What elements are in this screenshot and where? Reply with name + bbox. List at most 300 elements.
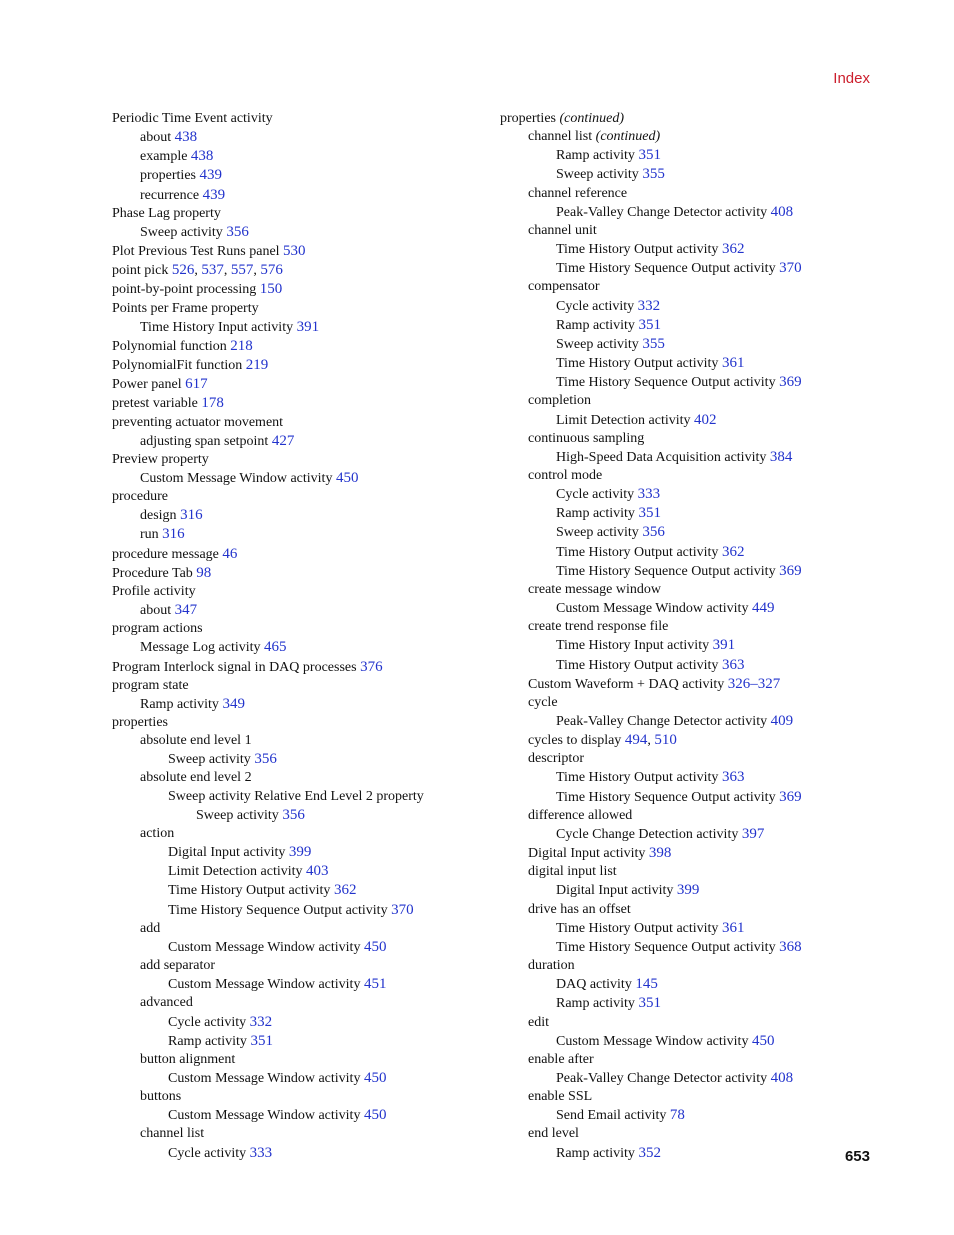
index-entry (500, 618, 900, 636)
index-entry (112, 1144, 512, 1163)
index-entry (500, 222, 900, 240)
index-entry (500, 543, 900, 562)
index-entry (500, 335, 900, 354)
index-entry (112, 677, 512, 695)
index-column-right (500, 110, 900, 1163)
index-term: Custom Message Window activity (168, 1070, 364, 1086)
index-term: DAQ activity (556, 977, 636, 993)
page-reference-link[interactable]: 356 (226, 223, 249, 240)
page-reference-link[interactable]: 438 (174, 129, 198, 146)
index-term: Time History Sequence Output activity (556, 789, 780, 805)
index-term: properties (500, 111, 560, 126)
page-reference-link[interactable]: 351 (250, 1032, 273, 1049)
page-reference-link[interactable]: 391 (296, 318, 320, 335)
index-entry (500, 919, 900, 938)
index-entry (500, 1032, 900, 1051)
index-term: Sweep activity Relative End Level 2 property (168, 788, 424, 804)
index-entry (500, 240, 900, 259)
index-entry (112, 843, 512, 862)
index-term: Peak-Valley Change Detector activity (556, 1070, 771, 1086)
page-reference-link[interactable]: 326–327 (727, 675, 781, 692)
index-entry (112, 506, 512, 525)
page-reference-link[interactable]: 218 (230, 337, 253, 354)
index-term: absolute end level 2 (140, 770, 252, 786)
index-term: example (140, 149, 191, 165)
index-term: Message Log activity (140, 640, 265, 656)
page-reference-link[interactable]: 450 (363, 1107, 387, 1124)
index-entry (112, 938, 512, 957)
index-term: run (140, 527, 163, 543)
page-reference-link[interactable]: 409 (770, 713, 794, 729)
index-term: Sweep activity (556, 167, 643, 183)
page-reference-link[interactable]: 450 (363, 1069, 387, 1086)
index-entry (112, 545, 512, 564)
page-reference-link[interactable]: 316 (180, 507, 203, 524)
index-term: enable SSL (528, 1089, 593, 1105)
page-reference-link[interactable]: 362 (721, 241, 745, 258)
page-reference-link[interactable]: 363 (721, 656, 745, 673)
index-entry (112, 451, 512, 469)
page-reference-link[interactable]: 370 (391, 901, 414, 918)
index-entry (500, 675, 900, 694)
index-term: about (140, 130, 175, 146)
index-entry (500, 430, 900, 448)
section-title: Index (833, 70, 870, 87)
index-entry (112, 128, 512, 147)
page-reference-link[interactable]: 356 (254, 751, 277, 768)
index-entry (500, 297, 900, 316)
page-reference-link[interactable]: 349 (222, 695, 245, 712)
index-entry (500, 373, 900, 392)
index-term: cycle (528, 694, 558, 710)
index-entry (500, 844, 900, 863)
page-reference-link[interactable]: 399 (676, 882, 700, 899)
page-reference-link[interactable]: 408 (770, 203, 794, 220)
index-entry (112, 488, 512, 506)
index-entry (112, 205, 512, 223)
index-entry (112, 881, 512, 900)
index-entry (500, 1106, 900, 1125)
index-term: Sweep activity (556, 336, 643, 352)
index-entry (112, 1069, 512, 1088)
index-term: Ramp activity (556, 148, 639, 164)
page-reference-link[interactable]: 439 (199, 167, 222, 184)
page-reference-link[interactable]: 351 (638, 316, 661, 333)
index-term: Custom Message Window activity (168, 977, 364, 993)
index-term: Cycle activity (168, 1145, 250, 1161)
index-entry (500, 165, 900, 184)
page-reference-link[interactable]: 351 (638, 995, 661, 1012)
index-term: Time History Sequence Output activity (556, 261, 780, 277)
index-term: end level (528, 1126, 579, 1142)
page-reference-link[interactable]: 332 (637, 297, 661, 314)
index-entry (500, 1125, 900, 1143)
index-term: drive has an offset (528, 901, 631, 917)
page-reference-link[interactable]: 333 (249, 1144, 273, 1161)
index-entry (500, 656, 900, 675)
page-reference-link[interactable]: 408 (770, 1069, 794, 1086)
index-entry (500, 485, 900, 504)
index-term: adjusting span setpoint (140, 433, 272, 449)
index-entry (112, 356, 512, 375)
index-term: Sweep activity (168, 752, 255, 768)
index-term: Ramp activity (168, 1033, 251, 1049)
page-reference-link[interactable]: 399 (288, 844, 312, 861)
index-term: Custom Waveform + DAQ activity (528, 676, 728, 692)
page-reference-link[interactable]: 537 (201, 262, 224, 279)
index-entry (112, 147, 512, 166)
page-reference-link[interactable]: 526 (171, 262, 195, 279)
index-term: buttons (140, 1089, 182, 1105)
index-term: button alignment (140, 1051, 236, 1067)
index-term: Custom Message Window activity (140, 470, 336, 486)
page-reference-link[interactable]: 150 (259, 281, 283, 298)
index-entry (500, 1069, 900, 1088)
index-entry (112, 280, 512, 299)
index-entry (112, 957, 512, 975)
index-entry (112, 825, 512, 843)
page-reference-link[interactable]: 46 (222, 545, 238, 562)
index-term: Sweep activity (556, 525, 643, 541)
index-entry (500, 901, 900, 919)
index-term: channel list (528, 129, 596, 145)
page-reference-link[interactable]: 402 (694, 411, 717, 428)
index-entry (500, 203, 900, 222)
index-term: add separator (140, 958, 216, 974)
index-term: recurrence (140, 187, 203, 203)
index-entry: cycles to display 494, 510 (528, 732, 677, 749)
index-entry (500, 354, 900, 373)
page-reference-link[interactable]: 368 (779, 938, 802, 955)
index-entry (112, 1106, 512, 1125)
page-reference-link[interactable]: 363 (721, 769, 745, 786)
index-entry (112, 1013, 512, 1032)
index-entry (112, 695, 512, 714)
index-term: design (140, 508, 181, 524)
index-term: preventing actuator movement (112, 414, 284, 430)
page-reference-link[interactable]: 355 (642, 166, 665, 183)
index-entry (500, 636, 900, 655)
index-entry (500, 185, 900, 203)
index-entry (112, 1125, 512, 1143)
page-reference-link[interactable]: 356 (282, 806, 305, 823)
page-reference-link[interactable]: 333 (637, 486, 661, 503)
index-entry (112, 337, 512, 356)
index-term: Custom Message Window activity (168, 939, 364, 955)
index-entry (112, 414, 512, 432)
index-entry (500, 146, 900, 165)
index-term: Ramp activity (556, 506, 639, 522)
index-term: program actions (112, 621, 203, 637)
page-number: 653 (844, 1148, 870, 1165)
index-term: Ramp activity (556, 1145, 639, 1161)
index-entry (500, 1051, 900, 1069)
index-entry (112, 732, 512, 750)
page-reference-link[interactable]: 451 (363, 976, 387, 993)
index-entry (500, 110, 900, 128)
index-entry (112, 564, 512, 583)
page-reference-link[interactable]: 530 (283, 243, 306, 260)
page-reference-link[interactable]: 369 (779, 788, 802, 805)
index-term: channel unit (528, 222, 597, 238)
page-reference-link[interactable]: 352 (638, 1144, 661, 1161)
page-reference-link[interactable]: 355 (642, 335, 665, 352)
index-term: enable after (528, 1051, 594, 1067)
index-term: Digital Input activity (168, 845, 289, 861)
index-term: Time History Output activity (556, 356, 722, 372)
index-term: Plot Previous Test Runs panel (112, 244, 284, 260)
index-term: Custom Message Window activity (556, 1033, 752, 1049)
page-reference-link[interactable]: 465 (264, 639, 287, 656)
index-term: Time History Output activity (556, 544, 722, 560)
index-column-left (112, 110, 512, 1163)
page-reference-link[interactable]: 449 (751, 600, 775, 617)
page-reference-link[interactable]: 450 (751, 1032, 775, 1049)
index-term: Digital Input activity (528, 846, 649, 862)
index-entry (112, 806, 512, 825)
index-term: Custom Message Window activity (556, 601, 752, 617)
index-entry (500, 1014, 900, 1032)
index-entry (112, 318, 512, 337)
index-entry (112, 375, 512, 394)
index-entry (112, 1032, 512, 1051)
index-term: Time History Sequence Output activity (556, 939, 780, 955)
index-term: Custom Message Window activity (168, 1108, 364, 1124)
index-entry: point pick 526, 537, 557, 576 (112, 262, 283, 279)
index-entry (112, 862, 512, 881)
page-reference-link[interactable]: 351 (638, 505, 661, 522)
index-term: compensator (528, 279, 600, 295)
index-entry (500, 807, 900, 825)
page-reference-link[interactable]: 494 (624, 732, 648, 749)
index-entry (112, 920, 512, 938)
index-entry (112, 975, 512, 994)
index-entry (112, 638, 512, 657)
index-term: Cycle activity (556, 487, 638, 503)
page-reference-link[interactable]: 403 (306, 863, 329, 880)
page-reference-link[interactable]: 391 (712, 637, 736, 654)
page-reference-link[interactable]: 617 (185, 376, 208, 393)
index-entry (112, 394, 512, 413)
index-term: Time History Output activity (556, 657, 722, 673)
page-reference-link[interactable]: 361 (721, 919, 745, 936)
page-reference-link[interactable]: 316 (162, 526, 185, 543)
index-term: Profile activity (112, 583, 196, 599)
index-entry (112, 714, 512, 732)
index-term: Time History Input activity (556, 638, 713, 654)
page-reference-link[interactable]: 178 (201, 395, 224, 412)
page-reference-link[interactable]: 361 (721, 355, 745, 372)
page-reference-link[interactable]: 347 (174, 602, 198, 619)
index-entry (500, 712, 900, 731)
index-term: edit (528, 1014, 549, 1030)
index-entry (500, 504, 900, 523)
index-term: Digital Input activity (556, 883, 677, 899)
index-entry (500, 411, 900, 430)
page-reference-link[interactable]: 356 (642, 524, 665, 541)
page-reference-link[interactable]: 576 (260, 262, 283, 279)
page-reference-link[interactable]: 332 (249, 1013, 273, 1030)
page-reference-link[interactable]: 384 (769, 448, 793, 465)
index-term: Peak-Valley Change Detector activity (556, 204, 771, 220)
index-term: Time History Output activity (556, 920, 722, 936)
index-term: Ramp activity (556, 996, 639, 1012)
index-entry (500, 278, 900, 296)
index-entry (112, 1051, 512, 1069)
index-term: Time History Output activity (556, 770, 722, 786)
page-reference-link[interactable]: 369 (779, 562, 802, 579)
page-reference-link[interactable]: 362 (333, 882, 357, 899)
page-reference-link[interactable]: 369 (779, 374, 802, 391)
index-term: Program Interlock signal in DAQ processes (112, 659, 361, 675)
index-term: Cycle activity (556, 298, 638, 314)
page-reference-link[interactable]: 362 (721, 543, 745, 560)
index-entry (500, 863, 900, 881)
index-term: program state (112, 677, 189, 693)
page-reference-link[interactable]: 438 (190, 148, 214, 165)
index-entry (112, 901, 512, 920)
index-entry (500, 448, 900, 467)
page-reference-link[interactable]: 397 (741, 825, 765, 842)
index-entry (112, 788, 512, 806)
index-term: channel list (140, 1126, 205, 1142)
index-term: advanced (140, 995, 193, 1011)
index-term: Time History Output activity (168, 883, 334, 899)
index-term: point-by-point processing (112, 282, 260, 298)
index-term: absolute end level 1 (140, 733, 252, 749)
index-entry (500, 957, 900, 975)
index-term: pretest variable (112, 396, 202, 412)
index-entry (112, 620, 512, 638)
index-entry (500, 938, 900, 957)
index-term: properties (140, 168, 200, 184)
index-term: Sweep activity (140, 224, 227, 240)
index-term: about (140, 603, 175, 619)
index-entry (500, 750, 900, 768)
index-entry (500, 1088, 900, 1106)
page-reference-link[interactable]: 145 (635, 976, 658, 993)
index-entry (112, 242, 512, 261)
index-term: digital input list (528, 864, 617, 880)
page-reference-link[interactable]: 219 (245, 357, 269, 374)
page-reference-link[interactable]: 398 (648, 845, 672, 862)
index-entry (112, 186, 512, 205)
index-term: Time History Sequence Output activity (556, 375, 780, 391)
index-term: Points per Frame property (112, 300, 259, 316)
index-term: create trend response file (528, 619, 669, 635)
index-term: Sweep activity (196, 807, 283, 823)
page-reference-link[interactable]: 427 (271, 432, 295, 449)
index-term: descriptor (528, 751, 584, 767)
index-term: channel reference (528, 185, 628, 201)
index-term: properties (112, 715, 168, 730)
index-entry (112, 769, 512, 787)
index-entry (112, 583, 512, 601)
index-term: Peak-Valley Change Detector activity (556, 714, 771, 729)
index-term: control mode (528, 467, 603, 483)
page-reference-link[interactable]: 510 (654, 732, 677, 749)
index-term: PolynomialFit function (112, 358, 246, 374)
page-reference-link[interactable]: 439 (202, 186, 226, 203)
index-term: Polynomial function (112, 338, 231, 354)
index-entry (112, 750, 512, 769)
page-reference-link[interactable]: 376 (360, 658, 383, 675)
index-term: add (140, 920, 161, 936)
page-reference-link[interactable]: 351 (638, 147, 661, 164)
index-term: continuous sampling (528, 430, 645, 446)
page-reference-link[interactable]: 78 (669, 1107, 685, 1124)
index-entry (500, 694, 900, 712)
index-term: create message window (528, 581, 661, 597)
index-entry (112, 432, 512, 451)
index-term: Procedure Tab (112, 565, 197, 581)
index-entry (112, 1088, 512, 1106)
index-entry (500, 259, 900, 278)
index-entry (500, 523, 900, 542)
index-term: duration (528, 958, 575, 974)
index-entry (500, 316, 900, 335)
index-term: point pick (112, 263, 172, 279)
index-term: Time History Output activity (556, 242, 722, 258)
index-entry (500, 599, 900, 618)
index-term: Time History Sequence Output activity (168, 902, 392, 918)
index-entry (112, 110, 512, 128)
index-entry (112, 300, 512, 318)
index-term: action (140, 825, 175, 841)
index-term: procedure message (112, 546, 223, 562)
index-entry (112, 601, 512, 620)
index-entry (112, 166, 512, 185)
index-term: Limit Detection activity (168, 864, 307, 880)
index-entry (500, 975, 900, 994)
index-term: Cycle Change Detection activity (556, 826, 742, 842)
index-term: Time History Input activity (140, 319, 297, 335)
index-term: Cycle activity (168, 1014, 250, 1030)
index-term: Ramp activity (556, 317, 639, 333)
page-reference-link[interactable]: 98 (196, 564, 212, 581)
index-entry (112, 525, 512, 544)
index-term: High-Speed Data Acquisition activity (556, 449, 770, 465)
index-term: Power panel (112, 377, 186, 393)
index-term: completion (528, 393, 591, 409)
index-term: Preview property (112, 451, 209, 467)
page-reference-link[interactable]: 557 (230, 262, 254, 279)
page-reference-link[interactable]: 450 (335, 469, 359, 486)
index-entry (500, 825, 900, 844)
continued-label: (continued) (595, 129, 661, 145)
index-entry (500, 128, 900, 146)
index-entry (112, 658, 512, 677)
page-reference-link[interactable]: 450 (363, 938, 387, 955)
index-entry (112, 469, 512, 488)
index-term: Limit Detection activity (556, 412, 695, 428)
index-term: Periodic Time Event activity (112, 111, 273, 126)
index-term: Time History Sequence Output activity (556, 563, 780, 579)
page-reference-link[interactable]: 370 (779, 260, 802, 277)
index-term: difference allowed (528, 807, 633, 823)
index-entry (500, 994, 900, 1013)
index-entry (500, 1144, 900, 1163)
index-term: Phase Lag property (112, 205, 221, 221)
continued-label: (continued) (559, 111, 625, 126)
index-term: cycles to display (528, 733, 625, 749)
index-entry (500, 392, 900, 410)
index-entry (500, 881, 900, 900)
index-term: Send Email activity (556, 1108, 670, 1124)
index-entry (500, 562, 900, 581)
index-term: Ramp activity (140, 696, 223, 712)
index-entry (500, 581, 900, 599)
